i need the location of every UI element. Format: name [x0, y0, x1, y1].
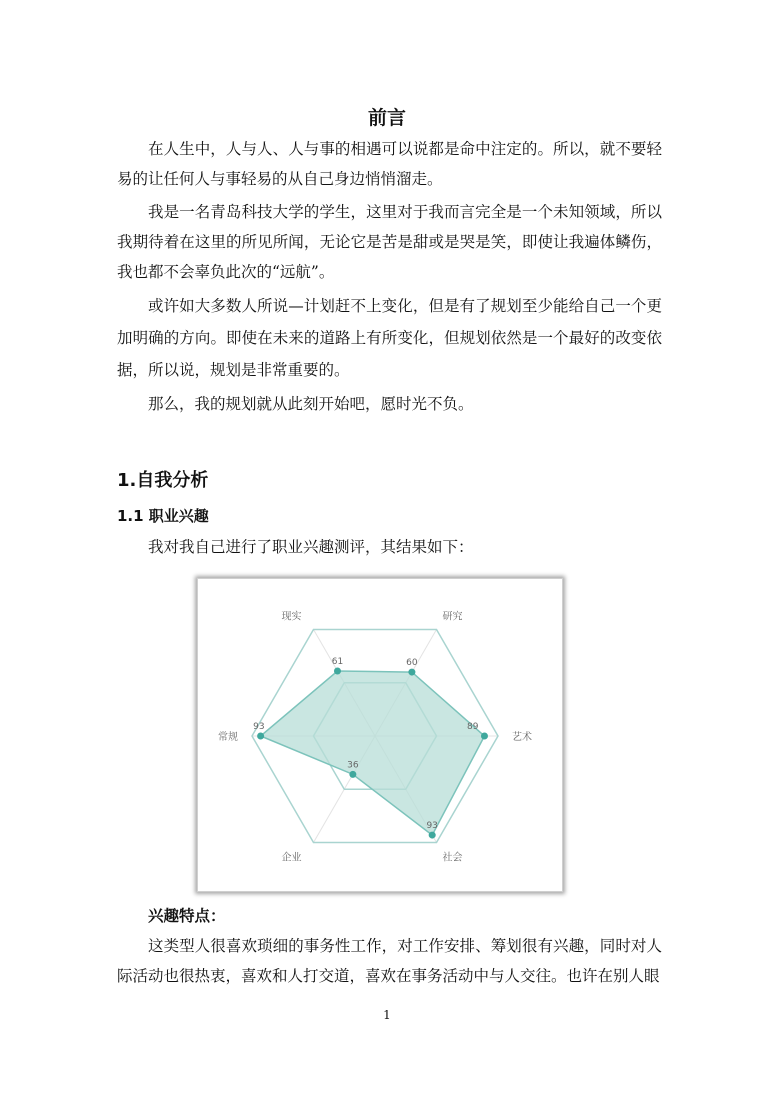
radar-axis-label-2: 研究 — [442, 611, 463, 623]
radar-value-label-2: 60 — [406, 658, 418, 669]
radar-axis-label-4: 社会 — [442, 852, 463, 864]
radar-point-3 — [481, 733, 488, 740]
radar-point-4 — [429, 832, 436, 839]
career-interest-intro: 我对我自己进行了职业兴趣测评，其结果如下： — [148, 538, 474, 556]
traits-paragraph: 这类型人很喜欢琐细的事务性工作，对工作安排、筹划很有兴趣，同时对人际活动也很热衷，喜欢和人打交道，喜欢在事务活动中与人交往。也许在别人眼 — [117, 937, 662, 985]
radar-value-label-5: 36 — [347, 760, 359, 771]
intro-paragraph-2: 我是一名青岛科技大学的学生，这里对于我而言完全是一个未知领域，所以我期待着在这里的所见所闻，无论它是苦是甜或是哭是笑，即使让我遍体鳞伤，我也都不会辜负此次的“远航”。 — [117, 203, 662, 281]
radar-point-5 — [349, 771, 356, 778]
radar-point-1 — [334, 668, 341, 675]
radar-point-2 — [408, 669, 415, 676]
radar-value-label-6: 93 — [253, 722, 265, 732]
radar-value-label-4: 93 — [426, 821, 438, 832]
intro-paragraph-4: 那么，我的规划就从此刻开始吧，愿时光不负。 — [148, 395, 474, 413]
intro-paragraph-1: 在人生中，人与人、人与事的相遇可以说都是命中注定的。所以，就不要轻易的让任何人与事轻易的从自己身边悄悄溜走。 — [117, 140, 662, 188]
section-heading-self-analysis: 1.自我分析 — [117, 470, 209, 491]
radar-axis-label-3: 艺术 — [512, 732, 532, 743]
radar-value-label-1: 61 — [331, 657, 344, 668]
page-title: 前言 — [367, 107, 406, 129]
radar-svg — [198, 579, 562, 891]
radar-axis-label-1: 现实 — [281, 611, 302, 623]
page-number: 1 — [383, 1008, 391, 1022]
intro-paragraph-3: 或许如大多数人所说—计划赶不上变化，但是有了规划至少能给自己一个更加明确的方向。即使在未来的道路上有所变化，但规划依然是一个最好的改变依据，所以说，规划是非常重要的。 — [117, 297, 662, 379]
radar-axis-label-5: 企业 — [281, 852, 302, 864]
radar-point-6 — [257, 733, 264, 740]
radar-axis-label-6: 常规 — [218, 732, 238, 743]
traits-label: 兴趣特点： — [148, 906, 226, 925]
radar-value-label-3: 89 — [467, 722, 479, 732]
subsection-heading-career-interest: 1.1 职业兴趣 — [117, 507, 209, 525]
interest-radar-chart — [197, 578, 563, 892]
